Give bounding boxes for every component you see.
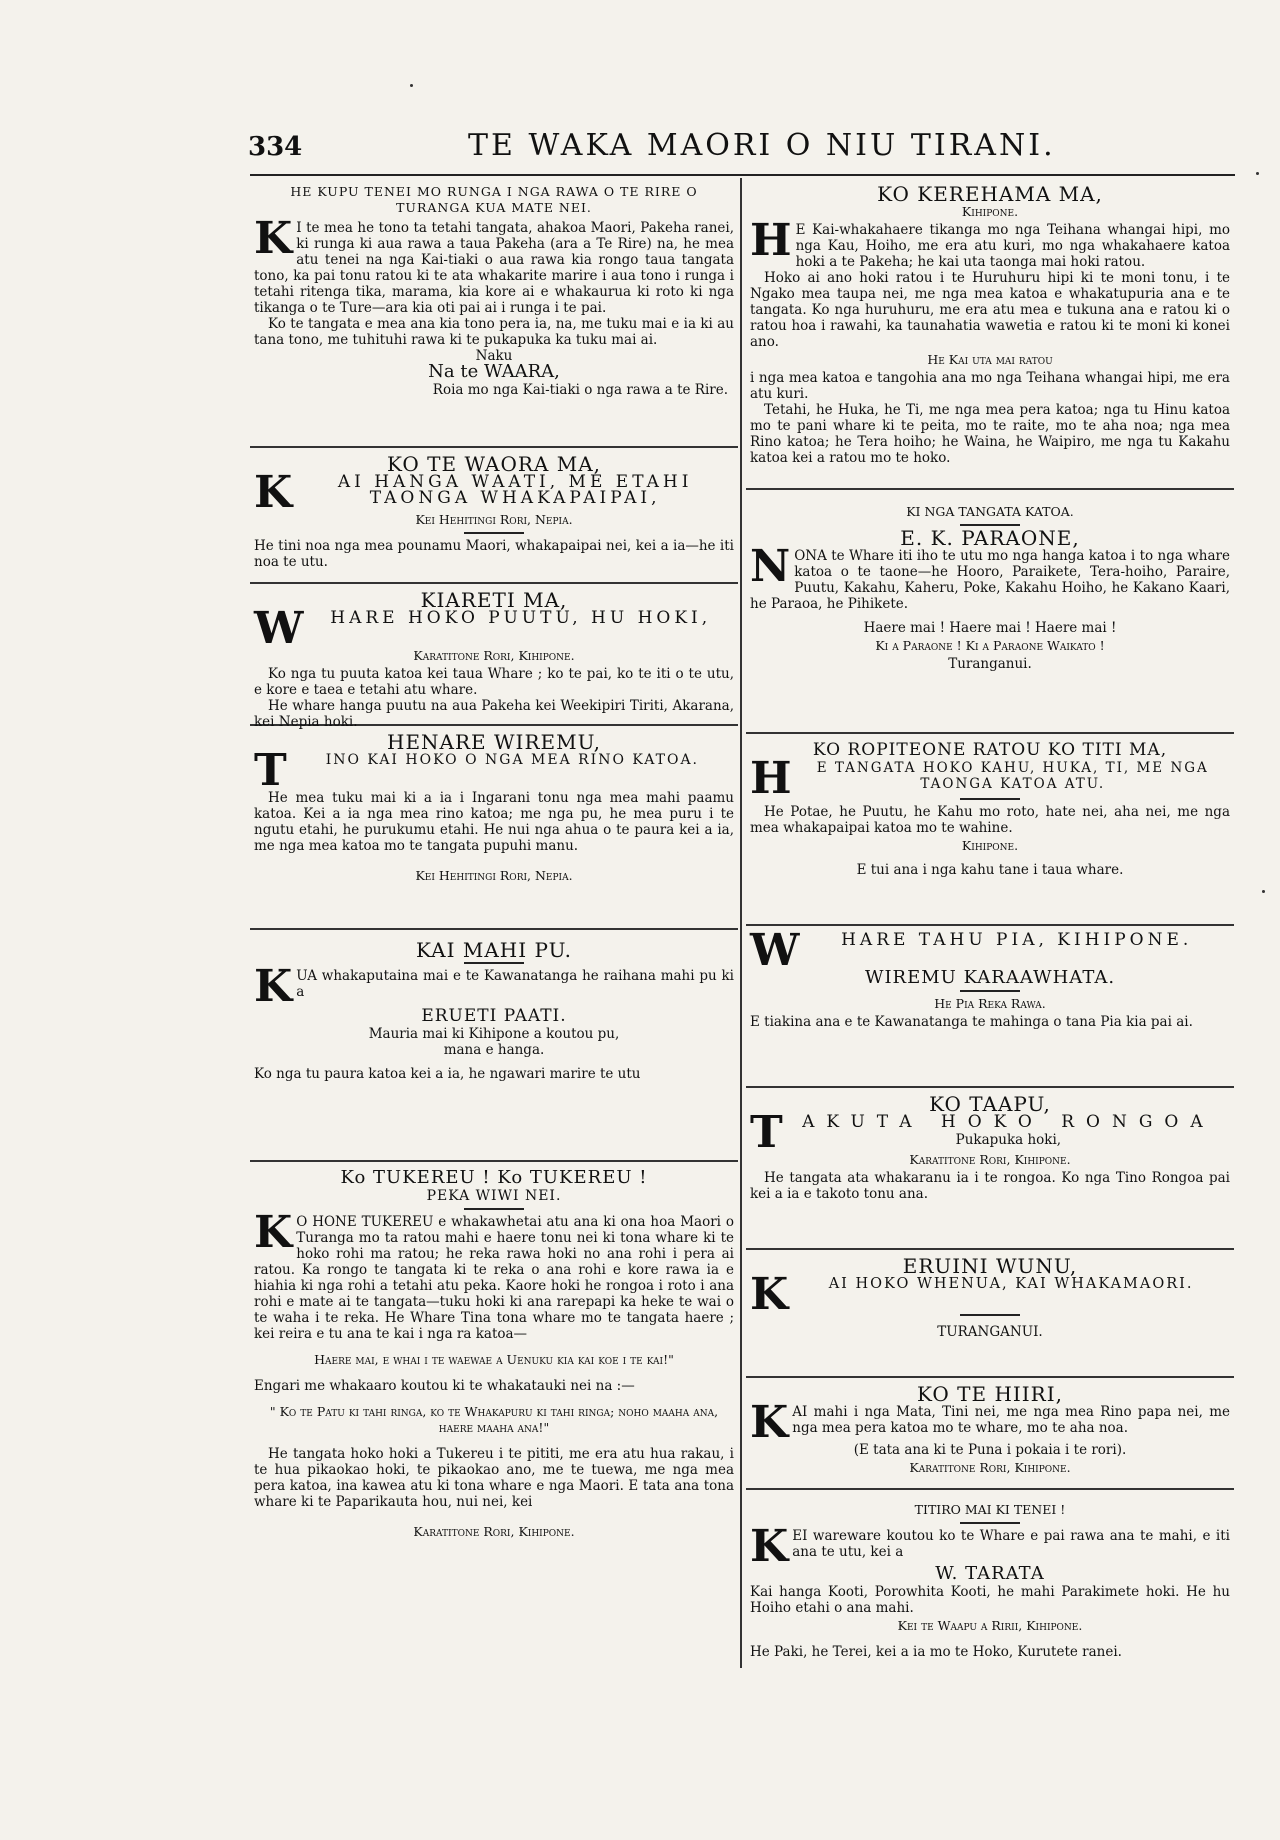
print-speck [1256,172,1259,175]
drop-cap: K [254,961,293,1012]
ad-place: Kihipone. [961,838,1019,853]
ad-title: KAI MAHI PU. [416,938,572,962]
ad-taapu [746,1088,1234,1250]
right-column [746,178,1234,1680]
ad-title: WIREMU KARAAWHATA. [864,967,1116,988]
print-speck [1262,890,1265,893]
ad-note: (E tata ana ki te Puna i pokaia i te rori). [853,1442,1127,1458]
ad-body: He tangata ata whakaranu ia i te rongoa. Ko nga Tino Rongoa pai kei a ia e takoto tonu ana. [750,1170,1230,1202]
ad-title: KO TE HIIRI, [916,1382,1063,1406]
ad-kai-mahi-pu [250,930,738,1162]
ad-address: Karatitone Rori, Kihipone. [413,1524,575,1539]
ad-spaced-heading: HARE TAHU PIA, KIHIPONE. [841,930,1193,950]
drop-cap: N [750,541,791,592]
ad-body-2: He tangata hoko hoki a Tukereu i te pititi, me era atu hua rakau, i te hua pikaokao hoki, te pikaokao ano, me te tuewa, me nga mea pera katoa, ina kawea atu ki tona whare e nga Maori. E tata ana tona whare ki te Paparikauta hou, nui nei, kei [254,1446,734,1510]
ad-place: Kihipone. [961,204,1019,219]
column-divider [740,178,742,1668]
ad-body-2: Kai hanga Kooti, Porowhita Kooti, he mahi Parakimete hoki. He hu Hoiho etahi o ana mahi. [750,1584,1230,1616]
ad-call-2: Ki a Paraone ! Ki a Paraone Waikato ! [875,638,1105,653]
drop-cap: K [750,1521,789,1572]
ad-body [254,1207,734,1342]
ad-call: Haere mai, e whai i te waewae a Uenuku kia kai koe i te kai!" [314,1352,674,1367]
ad-name: W. TARATA [935,1563,1045,1584]
ad-call-1: Haere mai ! Haere mai ! Haere mai ! [863,620,1117,636]
page-number: 334 [248,132,303,162]
ad-signer-role: Roia mo nga Kai-tiaki o nga rawa a te Rire. [432,382,728,398]
ad-body-2: E tui ana i nga kahu tane i taua whare. [856,862,1124,878]
ad-subtitle: PEKA WIWI NEI. [426,1188,562,1204]
ad-paraone [746,490,1234,734]
ad-body-text: ONA te Whare iti iho te utu mo nga hanga katoa i to nga whare katoa o te taone—he Hooro, Paraikete, Tera-hoiho, Paraire, Puutu, Kakahu, Kaheru, Poke, Kakahu Hoiho, he Kakano Kaari, he Paraoa, he Pihikete. [750,548,1230,612]
ad-line: Pukapuka hoki, [955,1132,1062,1148]
drop-cap: H [750,753,792,804]
short-rule [960,1522,1020,1524]
ad-address: Kei te Waapu a Ririi, Kihipone. [897,1618,1083,1633]
drop-cap: K [254,213,293,264]
ad-address: Karatitone Rori, Kihipone. [413,648,575,663]
ad-body-text: AI mahi i nga Mata, Tini nei, me nga mea Rino papa nei, me nga mea pera katoa mo te whare, mo te aha noa. [792,1404,1230,1436]
print-speck [410,84,413,87]
ad-address: Karatitone Rori, Kihipone. [909,1152,1071,1167]
ad-address: Karatitone Rori, Kihipone. [909,1460,1071,1475]
short-rule [960,990,1020,992]
ad-body-3: He Paki, he Terei, kei a ia mo te Hoko, Kurutete ranei. [750,1644,1122,1660]
ad-line-2: mana e hanga. [443,1042,545,1058]
ad-body-4: Tetahi, he Huka, he Ti, me nga mea pera katoa; nga tu Hinu katoa mo te pani whare ki te peita, mo te raite, mo te aha noa; nga mea Rino katoa; he Tera hoiho; he Waina, he Waipiro, me nga tu Kakahu katoa kei a ratou mo te hoko. [750,402,1230,466]
ad-body [750,541,1230,612]
header-rule [250,174,1235,176]
ad-tukereu [250,1162,738,1642]
ad-body [750,1397,1230,1448]
ad-title: KIARETI MA, [420,588,568,612]
ad-line-1: Mauria mai ki Kihipone a koutou pu, [368,1026,620,1042]
ad-body: Ko nga tu puuta katoa kei taua Whare ; ko te pai, ko te iti o te utu, e kore e taea e tetahi atu whare. [254,666,734,698]
ad-body-2: Ko te tangata e mea ana kia tono pera ia, na, me tuku mai e ia ki au tana tono, me tuhituhi rawa ki te pukapuka ka tuku mai ai. [254,316,734,348]
ad-body-3: i nga mea katoa e tangohia ana mo nga Teihana whangai hipi, me era atu kuri. [750,370,1230,402]
drop-cap: T [750,1107,783,1158]
ad-wunu [746,1250,1234,1378]
ad-address: Kei Hehitingi Rori, Nepia. [415,868,573,883]
ad-heading: TITIRO MAI KI TENEI ! [914,1502,1066,1517]
ad-naku: Naku [475,348,513,364]
ad-title: ERUINI WUNU, [902,1254,1078,1278]
ad-spaced-heading: AI HOKO WHENUA, KAI WHAKAMAORI. [828,1276,1194,1292]
ad-henare [250,726,738,930]
ad-body [254,961,734,1012]
ad-intro: Engari me whakaaro koutou ki te whakatauki nei na :— [254,1378,635,1394]
ad-tarata [746,1490,1234,1680]
ad-spaced-heading: AKUTA HOKO RONGOA [802,1112,1215,1132]
drop-cap: K [254,1207,293,1258]
ad-title: HENARE WIREMU, [387,730,601,754]
ad-hiiri [746,1378,1234,1490]
ad-spaced-heading: AI HANGA WAATI, ME ETAHI TAONGA WHAKAPAIPAI, [337,472,693,508]
ad-place: Turanganui. [948,656,1032,672]
drop-cap: W [750,925,800,976]
ad-waora [250,448,738,584]
short-rule [464,532,524,534]
page-title: TE WAKA MAORI O NIU TIRANI. [468,128,1056,163]
ad-body: E tiakina ana e te Kawanatanga te mahinga o tana Pia kia pai ai. [750,1014,1193,1030]
ad-subhead: He Pia Reka Rawa. [934,996,1046,1011]
drop-cap: K [254,467,293,518]
ad-title: KO TAAPU, [929,1092,1051,1116]
ad-body [254,213,734,316]
ad-spaced-heading: INO KAI HOKO O NGA MEA RINO KATOA. [325,752,700,768]
ad-title: KO KEREHAMA MA, [877,182,1103,206]
ad-body-text: E Kai-whakahaere tikanga mo nga Teihana whangai hipi, mo nga Kau, Hoiho, me era atu kuri, mo nga whakahaere katoa hoki a te Pakeha; he kai uta taonga mai hoki ratou. [795,222,1230,270]
ad-heading: HE KUPU TENEI MO RUNGA I NGA RAWA O TE RIRE O TURANGA KUA MATE NEI. [290,184,698,215]
ad-body-2: Ko nga tu paura katoa kei a ia, he ngawari marire te utu [254,1066,641,1082]
ad-body-2: Hoko ai ano hoki ratou i te Huruhuru hipi ki te moni tonu, i te Ngako mea taupa nei, me nga mea katoa e whakatupuria ana e te tangata. Ko nga huruhuru, me era atu mea e tukuna ana e ratou ki o ratou hoa i rawahi, ka taunahatia wawetia e ratou ki te moni ki konei ano. [750,270,1230,350]
ad-letter-rire [250,178,738,448]
ad-body-text: UA whakaputaina mai e te Kawanatanga he raihana mahi pu ki a [296,968,734,1000]
drop-cap: H [750,215,792,266]
short-rule [464,962,524,964]
ad-place: TURANGANUI. [937,1324,1043,1340]
page-header [248,128,1248,164]
ad-name: ERUETI PAATI. [421,1006,567,1026]
ad-heading: KI NGA TANGATA KATOA. [906,504,1074,519]
ad-spaced-heading: HARE HOKO PUUTU, HU HOKI, [330,608,712,628]
ad-title: E. K. PARAONE, [900,526,1080,550]
ad-subhead: He Kai uta mai ratou [927,352,1053,367]
ad-title: Ko TUKEREU ! Ko TUKEREU ! [340,1167,648,1188]
ad-body [750,215,1230,270]
drop-cap: T [254,745,287,796]
drop-cap: K [750,1269,789,1320]
ad-spaced-heading: E TANGATA HOKO KAHU, HUKA, TI, ME NGA TAONGA KATOA ATU. [816,760,1209,792]
short-rule [960,1314,1020,1316]
ad-title: KO ROPITEONE RATOU KO TITI MA, [812,740,1168,760]
ad-address: Kei Hehitingi Rori, Nepia. [415,512,573,527]
ad-signer: Na te WAARA, [428,361,560,382]
ad-body-text: EI wareware koutou ko te Whare e pai rawa ana te mahi, e iti ana te utu, kei a [792,1528,1230,1560]
ad-ropiteone [746,734,1234,926]
ad-title: KO TE WAORA MA, [387,452,601,476]
drop-cap: K [750,1397,789,1448]
drop-cap: W [254,603,304,654]
short-rule [464,1208,524,1210]
ad-pia [746,926,1234,1088]
ad-body-text: O HONE TUKEREU e whakawhetai atu ana ki ona hoa Maori o Turanga mo ta ratou mahi e haere tonu nei ki tona whare ki te hoko rohi ma ratou; he reka rawa hoki no ana rohi i pera ai ratou. Ka rongo te tangata ki te reka o ana rohi e kore rawa ia e hiahia ki nga rohi a tetahi atu peka. Kaore hoki he rongoa i roto i ana rohi e mate ai te tangata—tuku hoki ki ana rarepapi ka heke te wai o te waha i te reka. He Whare Tina tona whare mo te tangata haere ; kei reira e tu ana te kai i nga ra katoa— [254,1214,734,1342]
ad-body-2: He whare hanga puutu na aua Pakeha kei Weekipiri Tiriti, Akarana, kei Nepia hoki. [254,698,734,730]
ad-kerehama [746,178,1234,490]
ad-body: He Potae, he Puutu, he Kahu mo roto, hate nei, aha nei, me nga mea whakapaipai katoa mo te wahine. [750,804,1230,836]
ad-body: He mea tuku mai ki a ia i Ingarani tonu nga mea mahi paamu katoa. Kei a ia nga mea rino katoa; me nga pu, he mea puru i te ngutu etahi, he purukumu etahi. He nui nga ahua o te paura kei a ia, me nga mea katoa mo te tangata pupuhi manu. [254,790,734,854]
ad-body-text: I te mea he tono ta tetahi tangata, ahakoa Maori, Pakeha ranei, ki runga ki aua rawa a taua Pakeha (ara a Te Rire) na, he mea atu tenei na nga Kai-tiaki o aua rawa kia rongo taua tangata tono, ka pai tonu ratou ki te ata whakarite marire i aua tono i runga i tetahi ritenga tika, marama, kia kore ai e whakaurua ki roto ki nga tikanga o te Ture—ara kia oti pai ai i runga i te pai. [254,220,734,316]
ad-body [750,1521,1230,1572]
ad-kiareti [250,584,738,730]
ad-proverb: " Ko te Patu ki tahi ringa, ko te Whakapuru ki tahi ringa; noho maaha ana, haere maaha ana!" [269,1404,719,1435]
ad-body: He tini noa nga mea pounamu Maori, whakapaipai nei, kei a ia—he iti noa te utu. [254,538,734,570]
short-rule [960,798,1020,800]
left-column [250,178,738,1642]
